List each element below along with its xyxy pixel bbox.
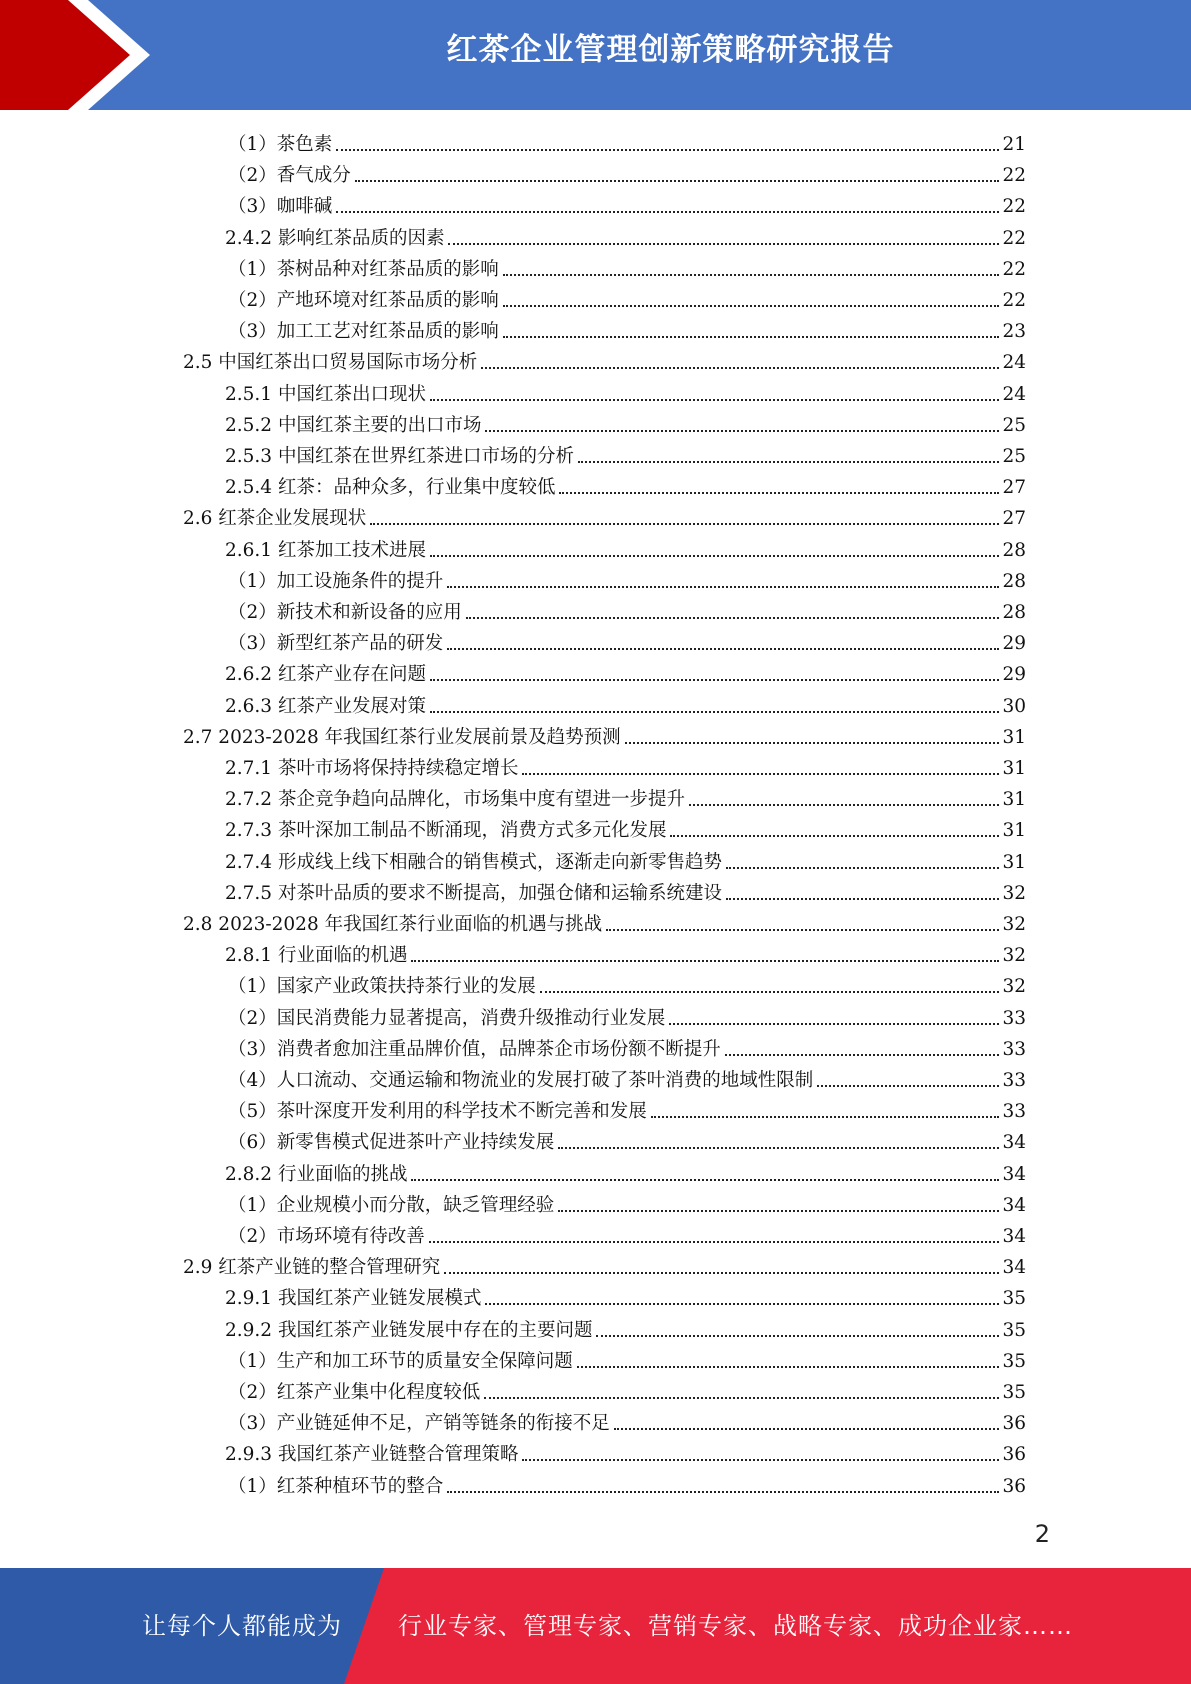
toc-entry[interactable] bbox=[228, 251, 1026, 282]
toc-entry-page: 22 bbox=[1002, 258, 1026, 280]
toc-entry-title: （6）新零售模式促进茶叶产业持续发展 bbox=[228, 1132, 555, 1154]
toc-entry-title: 2.8 2023-2028 年我国红茶行业面临的机遇与挑战 bbox=[183, 914, 603, 935]
toc-dot-leader bbox=[448, 243, 999, 245]
toc-entry[interactable] bbox=[183, 1249, 1026, 1280]
toc-entry-title: 2.5.2 中国红茶主要的出口市场 bbox=[225, 414, 482, 436]
toc-dot-leader bbox=[430, 711, 999, 713]
toc-dot-leader bbox=[558, 1147, 999, 1149]
toc-dot-leader bbox=[670, 835, 999, 837]
toc-entry-page: 28 bbox=[1002, 570, 1026, 592]
toc-entry[interactable] bbox=[183, 500, 1026, 531]
toc-dot-leader bbox=[447, 586, 999, 588]
toc-entry[interactable] bbox=[228, 157, 1026, 188]
toc-dot-leader bbox=[484, 1397, 999, 1399]
toc-entry[interactable] bbox=[225, 1312, 1026, 1343]
toc-entry-title: 2.6.2 红茶产业存在问题 bbox=[225, 664, 426, 686]
toc-entry[interactable] bbox=[228, 313, 1026, 344]
toc-entry[interactable] bbox=[228, 1343, 1026, 1374]
toc-entry[interactable] bbox=[225, 781, 1026, 812]
toc-entry-title: （1）茶色素 bbox=[228, 134, 333, 155]
toc-entry-page: 31 bbox=[1002, 726, 1026, 748]
toc-entry-page: 32 bbox=[1002, 945, 1026, 967]
toc-entry-page: 28 bbox=[1002, 602, 1026, 623]
toc-entry[interactable] bbox=[225, 1156, 1026, 1187]
toc-entry-title: （1）国家产业政策扶持茶行业的发展 bbox=[228, 976, 536, 998]
toc-dot-leader bbox=[444, 1272, 999, 1274]
toc-entry-title: （4）人口流动、交通运输和物流业的发展打破了茶叶消费的地域性限制 bbox=[228, 1070, 814, 1091]
toc-dot-leader bbox=[447, 648, 999, 650]
toc-entry[interactable] bbox=[225, 937, 1026, 968]
toc-dot-leader bbox=[669, 1023, 999, 1025]
toc-entry[interactable] bbox=[228, 1124, 1026, 1155]
toc-entry-page: 34 bbox=[1002, 1163, 1026, 1185]
toc-entry-title: （5）茶叶深度开发利用的科学技术不断完善和发展 bbox=[228, 1101, 647, 1123]
toc-dot-leader bbox=[578, 461, 999, 463]
toc-dot-leader bbox=[577, 1366, 1000, 1368]
toc-entry-page: 32 bbox=[1002, 914, 1026, 935]
toc-entry-title: 2.9.3 我国红茶产业链整合管理策略 bbox=[225, 1444, 519, 1466]
toc-entry-page: 33 bbox=[1002, 1007, 1026, 1029]
toc-entry-title: （3）加工工艺对红茶品质的影响 bbox=[228, 321, 499, 343]
toc-entry[interactable] bbox=[228, 1000, 1026, 1031]
page-number: 2 bbox=[1034, 1520, 1050, 1548]
toc-entry-page: 35 bbox=[1002, 1382, 1026, 1403]
toc-dot-leader bbox=[485, 1303, 999, 1305]
toc-dot-leader bbox=[558, 1210, 999, 1212]
toc-entry[interactable] bbox=[228, 968, 1026, 999]
toc-entry-page: 24 bbox=[1002, 383, 1026, 405]
toc-entry-title: 2.4.2 影响红茶品质的因素 bbox=[225, 227, 445, 249]
toc-entry[interactable] bbox=[228, 1093, 1026, 1124]
toc-entry-title: （3）咖啡碱 bbox=[228, 196, 333, 218]
toc-entry-page: 22 bbox=[1002, 227, 1026, 249]
toc-dot-leader bbox=[355, 180, 1000, 182]
toc-entry[interactable] bbox=[183, 344, 1026, 375]
toc-dot-leader bbox=[651, 1116, 1000, 1118]
toc-entry-title: 2.9.2 我国红茶产业链发展中存在的主要问题 bbox=[225, 1319, 593, 1341]
toc-dot-leader bbox=[522, 1459, 999, 1461]
toc-entry-page: 36 bbox=[1002, 1475, 1026, 1497]
toc-entry[interactable] bbox=[228, 1468, 1026, 1499]
toc-dot-leader bbox=[485, 430, 999, 432]
toc-entry[interactable] bbox=[228, 126, 1026, 157]
toc-dot-leader bbox=[411, 960, 999, 962]
toc-entry-page: 21 bbox=[1002, 134, 1026, 155]
toc-entry-page: 22 bbox=[1002, 165, 1026, 187]
toc-entry-page: 34 bbox=[1002, 1257, 1026, 1279]
toc-entry-title: 2.7.5 对茶叶品质的要求不断提高，加强仓储和运输系统建设 bbox=[225, 882, 722, 904]
toc-dot-leader bbox=[430, 679, 999, 681]
toc-dot-leader bbox=[411, 1179, 999, 1181]
toc-entry-page: 34 bbox=[1002, 1194, 1026, 1216]
toc-entry-page: 31 bbox=[1002, 820, 1026, 842]
toc-entry-page: 29 bbox=[1002, 664, 1026, 686]
toc-entry[interactable] bbox=[228, 1187, 1026, 1218]
toc-entry-title: 2.7.1 茶叶市场将保持持续稳定增长 bbox=[225, 758, 519, 779]
toc-entry-title: 2.8.2 行业面临的挑战 bbox=[225, 1163, 408, 1185]
toc-dot-leader bbox=[606, 929, 999, 931]
toc-dot-leader bbox=[540, 991, 1000, 993]
toc-entry-title: 2.5.4 红茶：品种众多，行业集中度较低 bbox=[225, 477, 556, 499]
toc-entry[interactable] bbox=[228, 282, 1026, 313]
toc-entry-title: 2.6 红茶企业发展现状 bbox=[183, 508, 367, 530]
toc-entry[interactable] bbox=[225, 812, 1026, 843]
toc-entry-page: 25 bbox=[1002, 446, 1026, 467]
toc-entry-page: 27 bbox=[1002, 477, 1026, 499]
toc-entry-page: 28 bbox=[1002, 539, 1026, 561]
toc-entry-title: （3）消费者愈加注重品牌价值，品牌茶企市场份额不断提升 bbox=[228, 1038, 721, 1060]
toc-entry-title: 2.5.1 中国红茶出口现状 bbox=[225, 383, 426, 405]
toc-entry[interactable] bbox=[225, 844, 1026, 875]
toc-entry[interactable] bbox=[225, 875, 1026, 906]
toc-entry[interactable] bbox=[225, 1280, 1026, 1311]
toc-entry[interactable] bbox=[228, 625, 1026, 656]
toc-entry-title: （1）企业规模小而分散，缺乏管理经验 bbox=[228, 1194, 555, 1216]
toc-entry-title: （2）新技术和新设备的应用 bbox=[228, 602, 462, 623]
toc-entry-page: 31 bbox=[1002, 851, 1026, 873]
toc-entry-title: 2.7 2023-2028 年我国红茶行业发展前景及趋势预测 bbox=[183, 726, 621, 748]
toc-entry-page: 32 bbox=[1002, 976, 1026, 998]
toc-dot-leader bbox=[596, 1335, 999, 1337]
page-footer bbox=[0, 1568, 1191, 1684]
toc-entry-title: 2.7.3 茶叶深加工制品不断涌现，消费方式多元化发展 bbox=[225, 820, 667, 842]
toc-dot-leader bbox=[370, 523, 999, 525]
toc-entry-page: 29 bbox=[1002, 633, 1026, 655]
toc-entry[interactable] bbox=[183, 906, 1026, 937]
toc-entry-page: 25 bbox=[1002, 414, 1026, 436]
toc-entry-title: 2.5 中国红茶出口贸易国际市场分析 bbox=[183, 352, 478, 374]
toc-dot-leader bbox=[430, 399, 999, 401]
toc-entry-page: 33 bbox=[1002, 1101, 1026, 1123]
toc-entry[interactable] bbox=[228, 188, 1026, 219]
toc-entry-title: 2.6.3 红茶产业发展对策 bbox=[225, 695, 426, 717]
toc-dot-leader bbox=[336, 149, 999, 151]
toc-entry[interactable] bbox=[225, 220, 1026, 251]
toc-dot-leader bbox=[481, 367, 999, 369]
toc-entry[interactable] bbox=[228, 594, 1026, 625]
toc-entry[interactable] bbox=[228, 1374, 1026, 1405]
toc-dot-leader bbox=[625, 742, 1000, 744]
toc-entry-page: 31 bbox=[1002, 758, 1026, 779]
toc-entry-title: 2.8.1 行业面临的机遇 bbox=[225, 945, 408, 967]
report-title: 红茶企业管理创新策略研究报告 bbox=[446, 32, 895, 68]
toc-entry-title: （2）国民消费能力显著提高，消费升级推动行业发展 bbox=[228, 1007, 666, 1029]
toc-dot-leader bbox=[503, 305, 1000, 307]
toc-entry-page: 23 bbox=[1002, 321, 1026, 343]
page-header bbox=[0, 0, 1191, 110]
toc-dot-leader bbox=[559, 492, 999, 494]
toc-dot-leader bbox=[522, 773, 999, 775]
toc-entry-title: （2）产地环境对红茶品质的影响 bbox=[228, 290, 499, 311]
toc-entry-page: 30 bbox=[1002, 695, 1026, 717]
toc-dot-leader bbox=[466, 617, 1000, 619]
toc-entry-title: （2）红茶产业集中化程度较低 bbox=[228, 1382, 481, 1403]
toc-entry-page: 33 bbox=[1002, 1070, 1026, 1091]
toc-entry-page: 22 bbox=[1002, 290, 1026, 311]
toc-entry-page: 34 bbox=[1002, 1226, 1026, 1247]
toc-entry[interactable] bbox=[228, 1031, 1026, 1062]
toc-entry-page: 24 bbox=[1002, 352, 1026, 374]
toc-dot-leader bbox=[336, 211, 999, 213]
toc-entry[interactable] bbox=[225, 407, 1026, 438]
toc-entry[interactable] bbox=[183, 719, 1026, 750]
toc-entry-page: 35 bbox=[1002, 1350, 1026, 1372]
toc-entry-title: （3）新型红茶产品的研发 bbox=[228, 633, 444, 655]
toc-entry-title: （2）市场环境有待改善 bbox=[228, 1226, 425, 1247]
toc-entry[interactable] bbox=[225, 532, 1026, 563]
toc-entry-title: （3）产业链延伸不足，产销等链条的衔接不足 bbox=[228, 1413, 610, 1435]
toc-entry-title: （2）香气成分 bbox=[228, 165, 351, 187]
toc-entry-title: （1）加工设施条件的提升 bbox=[228, 570, 444, 592]
toc-entry[interactable] bbox=[228, 1405, 1026, 1436]
toc-dot-leader bbox=[503, 336, 1000, 338]
toc-entry-title: 2.7.2 茶企竞争趋向品牌化，市场集中度有望进一步提升 bbox=[225, 789, 685, 811]
toc-dot-leader bbox=[614, 1428, 1000, 1430]
toc-entry-title: （1）红茶种植环节的整合 bbox=[228, 1475, 444, 1497]
toc-entry[interactable] bbox=[225, 469, 1026, 500]
toc-dot-leader bbox=[726, 898, 999, 900]
toc-entry-page: 32 bbox=[1002, 882, 1026, 904]
toc-entry-page: 31 bbox=[1002, 789, 1026, 811]
toc-entry[interactable] bbox=[228, 1218, 1026, 1249]
toc-entry-title: 2.7.4 形成线上线下相融合的销售模式，逐渐走向新零售趋势 bbox=[225, 851, 722, 873]
footer-slogan-right: 行业专家、管理专家、营销专家、战略专家、成功企业家…… bbox=[398, 1612, 1073, 1640]
toc-entry-page: 34 bbox=[1002, 1132, 1026, 1154]
toc-entry[interactable] bbox=[228, 1062, 1026, 1093]
toc-dot-leader bbox=[817, 1085, 999, 1087]
toc-entry-title: 2.9.1 我国红茶产业链发展模式 bbox=[225, 1288, 482, 1310]
toc-entry-title: 2.9 红茶产业链的整合管理研究 bbox=[183, 1257, 441, 1279]
toc-entry[interactable] bbox=[225, 376, 1026, 407]
toc-entry[interactable] bbox=[225, 688, 1026, 719]
toc-entry-page: 36 bbox=[1002, 1413, 1026, 1435]
toc-entry-title: （1）茶树品种对红茶品质的影响 bbox=[228, 258, 499, 280]
footer-slogan-left: 让每个人都能成为 bbox=[142, 1612, 342, 1640]
toc-entry[interactable] bbox=[228, 563, 1026, 594]
toc-dot-leader bbox=[726, 867, 999, 869]
toc-entry-page: 35 bbox=[1002, 1288, 1026, 1310]
toc-entry-page: 33 bbox=[1002, 1038, 1026, 1060]
toc-dot-leader bbox=[689, 804, 999, 806]
toc-dot-leader bbox=[503, 274, 1000, 276]
toc-entry[interactable] bbox=[225, 438, 1026, 469]
toc-entry-page: 35 bbox=[1002, 1319, 1026, 1341]
toc-entry-page: 36 bbox=[1002, 1444, 1026, 1466]
toc-entry-title: 2.6.1 红茶加工技术进展 bbox=[225, 539, 426, 561]
toc-entry[interactable] bbox=[225, 1436, 1026, 1467]
toc-entry[interactable] bbox=[225, 656, 1026, 687]
toc-entry-title: 2.5.3 中国红茶在世界红茶进口市场的分析 bbox=[225, 446, 574, 467]
toc-dot-leader bbox=[430, 555, 999, 557]
toc-entry-page: 22 bbox=[1002, 196, 1026, 218]
toc-dot-leader bbox=[447, 1491, 999, 1493]
toc-dot-leader bbox=[429, 1241, 1000, 1243]
toc-entry-page: 27 bbox=[1002, 508, 1026, 530]
toc-entry[interactable] bbox=[225, 750, 1026, 781]
toc-entry-title: （1）生产和加工环节的质量安全保障问题 bbox=[228, 1350, 573, 1372]
toc-dot-leader bbox=[725, 1054, 1000, 1056]
